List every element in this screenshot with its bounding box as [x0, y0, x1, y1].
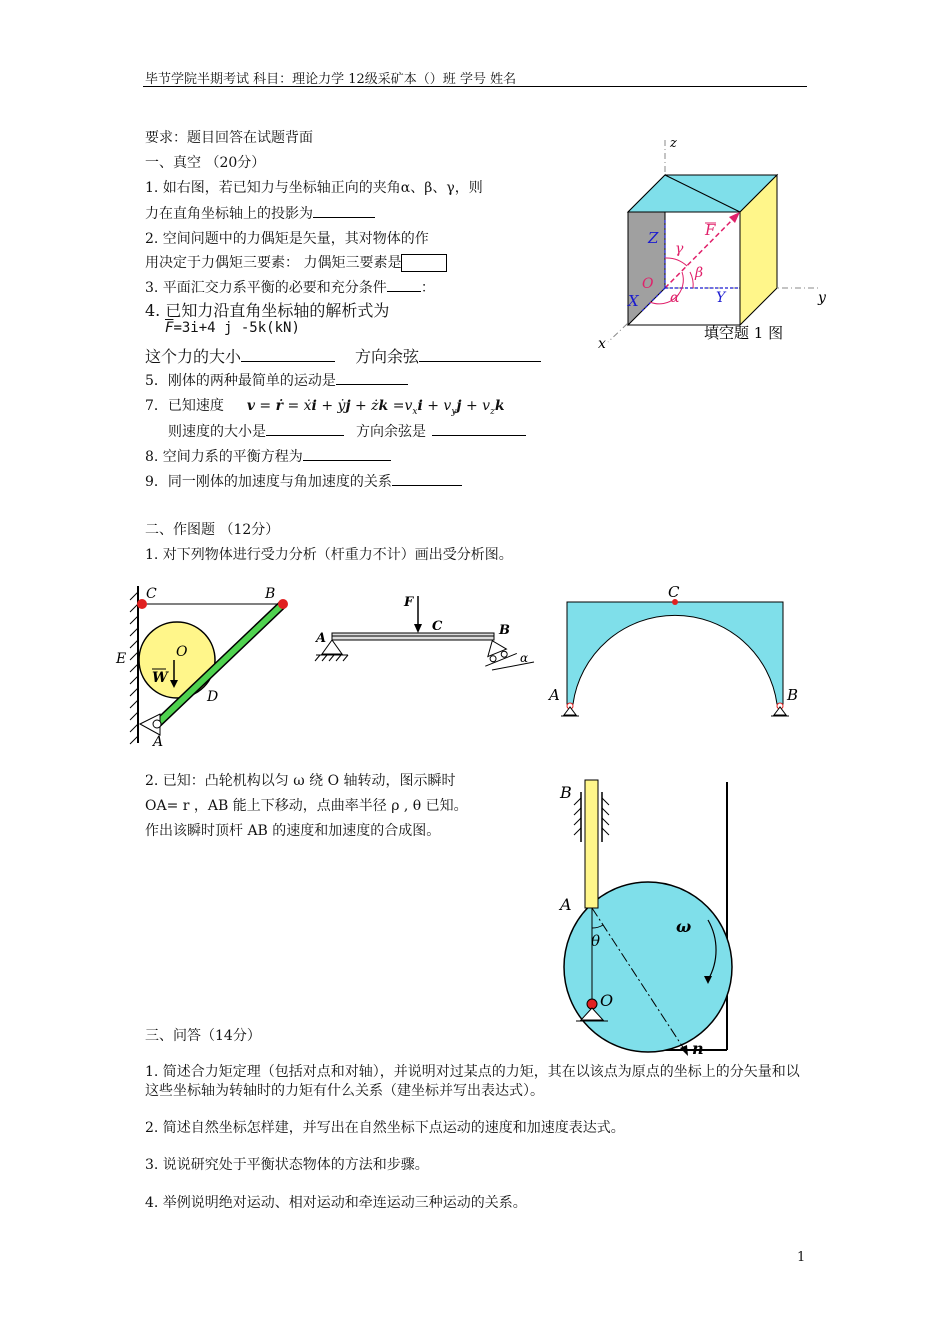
- q7-eq: =: [254, 398, 276, 414]
- q7-eq: =: [283, 398, 304, 414]
- label-B: B: [787, 686, 799, 704]
- q8-text: 8. 空间力系的平衡方程为: [145, 449, 303, 465]
- follower-rod-AB: [585, 780, 598, 908]
- label-B: B: [499, 623, 510, 638]
- section2-q2-line1: 2. 已知：凸轮机构以匀 ω 绕 O 轴转动，图示瞬时: [145, 773, 456, 789]
- answer-blank[interactable]: [336, 384, 408, 385]
- section2-q1: 1. 对下列物体进行受力分析（杆重力不计）画出受分析图。: [145, 547, 513, 563]
- label-O: O: [600, 991, 614, 1010]
- answer-blank[interactable]: [266, 435, 344, 436]
- q7-j: j: [345, 398, 351, 414]
- q4-force-symbol: $\overline{F}$: [165, 320, 174, 336]
- section2-title: 二、作图题 （12分）: [145, 522, 280, 538]
- label-gamma: γ: [675, 241, 684, 257]
- q7-sub-z: z: [490, 406, 495, 417]
- requirement-text: 要求：题目回答在试题背面: [145, 130, 313, 146]
- label-C: C: [146, 586, 157, 602]
- q1-line1: 1. 如右图，若已知力与坐标轴正向的夹角α、β、γ，则: [145, 180, 483, 196]
- q5: [145, 370, 408, 390]
- q7-vy: v: [443, 398, 452, 414]
- q7-v: v: [246, 398, 255, 414]
- q7-xdot: ẋ: [303, 398, 312, 414]
- label-A: A: [560, 895, 572, 914]
- q7-j: j: [456, 398, 462, 414]
- q4-expression: [165, 320, 300, 336]
- label-Y: Y: [716, 290, 726, 306]
- label-F: F: [705, 221, 716, 239]
- q7-line1: [145, 395, 505, 417]
- q9-text: 9．同一刚体的加速度与角加速度的关系: [145, 474, 392, 490]
- beta-arc: [690, 272, 693, 288]
- pin-B: [278, 599, 288, 609]
- q7-sub-x: x: [412, 406, 418, 417]
- q7-ydot: ẏ: [337, 398, 346, 414]
- q7-k: k: [378, 398, 389, 414]
- label-O: O: [176, 644, 188, 660]
- label-A: A: [549, 686, 560, 704]
- force-arrowhead: [729, 212, 740, 223]
- fig1-force-cube: [590, 130, 840, 355]
- answer-blank[interactable]: [303, 460, 391, 461]
- header-rule: [143, 86, 807, 87]
- label-F: F: [404, 595, 414, 610]
- gamma-arc: [665, 258, 687, 266]
- q3-text: 3. 平面汇交力系平衡的必要和充分条件: [145, 280, 387, 296]
- label-omega: ω: [676, 917, 692, 936]
- section1-title: 一、真空 （20分）: [145, 155, 266, 171]
- ball: [139, 622, 215, 698]
- label-A: A: [316, 631, 327, 646]
- support-B: [774, 707, 786, 715]
- section2-q2-line3: 作出该瞬时顶杆 AB 的速度和加速度的合成图。: [145, 823, 441, 839]
- ground-A-hatching: [315, 655, 348, 661]
- label-D: D: [207, 689, 219, 705]
- q4-magnitude-label: 这个力的大小: [145, 347, 242, 366]
- q7-line2: [168, 421, 526, 441]
- answer-blank[interactable]: [432, 435, 526, 436]
- label-C: C: [432, 619, 443, 634]
- label-theta: θ: [591, 932, 601, 950]
- q2-line1: 2. 空间问题中的力偶矩是矢量，其对物体的作: [145, 231, 429, 247]
- q7-rdot: ṙ: [275, 398, 283, 414]
- label-beta: β: [695, 265, 704, 281]
- answer-blank[interactable]: [419, 361, 541, 362]
- fig-b-beam: [310, 590, 540, 675]
- page-number: 1: [797, 1250, 806, 1265]
- label-W: W: [152, 670, 168, 686]
- q8: [145, 446, 391, 466]
- section3-q3: 3. 说说研究处于平衡状态物体的方法和步骤。: [145, 1157, 429, 1173]
- section3-q1: 1. 简述合力矩定理（包括对点和对轴），并说明对过某点的力矩，其在以该点为原点的坐标上的分矢量和以这些坐标轴为转轴时的力矩有什么关系（建坐标并写出表达式）。: [145, 1064, 800, 1099]
- label-X: X: [628, 292, 639, 310]
- label-B: B: [560, 783, 572, 802]
- wall-hatching: [130, 592, 138, 744]
- pin-A: [153, 720, 161, 728]
- q7-i: i: [311, 398, 317, 414]
- q7-plus: +: [350, 398, 372, 414]
- section3-q2: 2. 简述自然坐标怎样建，并写出在自然坐标下点运动的速度和加速度表达式。: [145, 1120, 625, 1136]
- q7-plus: +: [316, 398, 338, 414]
- label-E: E: [116, 651, 127, 667]
- q7-sub-y: y: [451, 406, 457, 417]
- answer-blank[interactable]: [392, 485, 462, 486]
- q7-label: 7．已知速度: [145, 398, 224, 414]
- q7-magnitude-label: 则速度的大小是: [168, 424, 266, 440]
- section3-q4: 4. 举例说明绝对运动、相对运动和牵连运动三种运动的关系。: [145, 1195, 527, 1211]
- label-alpha: α: [520, 651, 529, 665]
- q4-line3: [145, 344, 541, 367]
- section2-q2-line2: OA= r ，AB 能上下移动，点曲率半径 ρ , θ 已知。: [145, 798, 468, 814]
- q7-eq: =: [388, 398, 405, 414]
- answer-box[interactable]: [401, 254, 447, 272]
- label-x: x: [598, 336, 606, 352]
- answer-blank[interactable]: [241, 361, 335, 362]
- label-z: z: [670, 136, 677, 151]
- q4-line1: 4. 已知力沿直角坐标轴的解析式为: [145, 301, 390, 320]
- q3: [145, 277, 435, 297]
- label-n: n: [692, 1039, 704, 1058]
- q2-line2: [145, 252, 447, 272]
- force-F-arrowhead: [414, 624, 422, 633]
- q7-plus: +: [422, 398, 444, 414]
- label-Z: Z: [648, 229, 659, 247]
- section3-title: 三、问答（14分）: [145, 1028, 261, 1044]
- q5-text: 5．刚体的两种最简单的运动是: [145, 373, 336, 389]
- label-y: y: [818, 290, 826, 306]
- q7-plus: +: [461, 398, 483, 414]
- support-A: [564, 707, 576, 715]
- q1-line2: [145, 203, 375, 223]
- answer-blank[interactable]: [387, 291, 421, 292]
- label-A: A: [153, 734, 164, 748]
- fig1-caption: 填空题 1 图: [704, 324, 784, 342]
- label-O: O: [642, 276, 654, 292]
- q9: [145, 471, 462, 491]
- q7-direction-label: 方向余弦是: [356, 424, 426, 440]
- q7-vx: v: [404, 398, 413, 414]
- answer-blank[interactable]: [313, 217, 375, 218]
- q2-line2-text: 用决定于力偶矩三要素： 力偶矩三要素是: [145, 255, 402, 271]
- fig-cam-mechanism: [548, 770, 738, 1070]
- q3-tail: ：: [420, 280, 435, 296]
- q4-expr: =3i+4 j -5k(kN): [173, 320, 300, 336]
- q7-i: i: [417, 398, 423, 414]
- fig-c-arch: [545, 580, 815, 730]
- exam-header: 毕节学院半期考试 科目：理论力学 12级采矿本（）班 学号 姓名: [145, 72, 517, 87]
- q1-line2-text: 力在直角坐标轴上的投影为: [145, 206, 313, 222]
- q7-zdot: ż: [371, 398, 379, 414]
- fig-a-rod-ball: [110, 578, 295, 748]
- q4-direction-label: 方向余弦: [355, 347, 420, 366]
- label-B: B: [265, 586, 276, 602]
- label-alpha: α: [670, 290, 680, 306]
- q7-k: k: [494, 398, 505, 414]
- arch-body: [567, 602, 783, 704]
- q7-vz: v: [482, 398, 491, 414]
- label-C: C: [668, 583, 680, 601]
